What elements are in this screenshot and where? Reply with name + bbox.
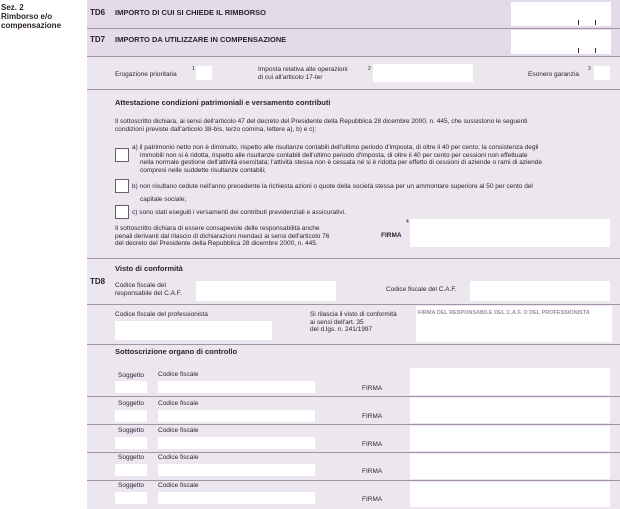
codice-fiscale-label: Codice fiscale [158, 482, 199, 489]
checkbox-c[interactable] [115, 205, 129, 219]
condition-a-line: compresi nelle suddette risultanze contabili; [140, 166, 266, 174]
declaration-line: del decreto del Presidente della Repubblica 28 dicembre 2000, n. 445. [115, 240, 318, 247]
cf-caf-label: Codice fiscale del C.A.F. [386, 286, 457, 293]
visto-line: ai sensi dell'art. 35 [310, 318, 364, 326]
cf-professionista-field[interactable] [115, 321, 272, 340]
intro-line1: Il sottoscritto dichiara, ai sensi dell'articolo 47 del decreto del Presidente della Repubblica 28 dicembre 2000, n. 445, che sussistono le seguenti [115, 118, 528, 125]
divider [87, 344, 620, 345]
signature-field[interactable] [410, 482, 610, 507]
erogazione-note: 1 [192, 66, 195, 72]
condition-b-line: capitale sociale; [140, 195, 187, 203]
soggetto-field[interactable] [115, 410, 147, 422]
cf-responsabile-field[interactable] [196, 281, 336, 301]
visto-line: Si rilascia il visto di conformità [310, 311, 397, 318]
firma-label: FIRMA [362, 385, 383, 392]
soggetto-label: Soggetto [118, 400, 145, 407]
checkbox-a[interactable] [115, 148, 129, 162]
td6-label: IMPORTO DI CUI SI CHIEDE IL RIMBORSO [115, 8, 266, 17]
td8-code: TD8 [90, 277, 106, 286]
divider [87, 89, 620, 90]
declaration-text [115, 225, 329, 248]
firma-label: FIRMA [362, 441, 383, 448]
esonero-label: Esonero garanzia [528, 71, 579, 78]
cf-responsabile-label [115, 282, 182, 297]
section-label [1, 3, 61, 30]
divider [87, 304, 620, 305]
soggetto-field[interactable] [115, 492, 147, 504]
decimal-tick [578, 20, 579, 25]
signature-field[interactable] [410, 368, 610, 395]
signature-field[interactable] [410, 454, 610, 479]
soggetto-field[interactable] [115, 381, 147, 393]
controllo-title: Sottoscrizione organo di controllo [115, 347, 238, 356]
divider [87, 56, 620, 57]
condition-a-line: immobili non si è ridotta, rispetto alle risultanze contabili dell'ultimo periodo d'imposta, di oltre il 40 per cento per cessioni non effettuate [140, 151, 528, 159]
condition-a-line: nella normale gestione dell'attività esercitata; l'attività stessa non è cessata né si è ridotta per effetto di cessioni di aziende o rami di aziende [140, 159, 542, 166]
divider [87, 258, 620, 259]
td7-amount-field[interactable] [511, 30, 611, 54]
soggetto-field[interactable] [115, 437, 147, 449]
codice-fiscale-field[interactable] [158, 381, 315, 393]
cf-caf-field[interactable] [470, 281, 610, 301]
imposta-label-line1: Imposta relativa alle operazioni [258, 66, 348, 73]
td6-code: TD6 [90, 8, 106, 17]
firma-label: FIRMA [362, 413, 383, 420]
divider [87, 452, 620, 453]
soggetto-label: Soggetto [118, 427, 145, 434]
erogazione-label: Erogazione prioritaria [115, 71, 177, 78]
codice-fiscale-field[interactable] [158, 464, 315, 476]
td7-label: IMPORTO DA UTILIZZARE IN COMPENSAZIONE [115, 35, 287, 44]
section-title-line2: compensazione [1, 21, 62, 30]
divider [87, 396, 620, 397]
codice-fiscale-label: Codice fiscale [158, 454, 199, 461]
codice-fiscale-label: Codice fiscale [158, 427, 199, 434]
intro-line2: condizioni previste dall'articolo 38-bis, terzo comma, lettere a), b) e c): [115, 125, 317, 133]
section-number: Sez. 2 [1, 3, 24, 12]
attestazione-title: Attestazione condizioni patrimoniali e versamento contributi [115, 98, 331, 107]
firma-responsabile-label: FIRMA DEL RESPONSABILE DEL C.A.F. O DEL PROFESSIONISTA [418, 310, 590, 316]
td7-code: TD7 [90, 35, 106, 44]
signature-field[interactable] [410, 426, 610, 451]
esonero-field[interactable] [594, 66, 610, 80]
firma-label: FIRMA [362, 496, 383, 503]
firma-note: 4 [406, 219, 409, 225]
soggetto-label: Soggetto [118, 454, 145, 461]
declaration-line: penali derivanti dal rilascio di dichiarazioni mendaci ai sensi dell'articolo 76 [115, 232, 330, 240]
soggetto-label: Soggetto [118, 372, 145, 379]
visto-line: del d.lgs. n. 241/1997 [310, 326, 373, 333]
cf-responsabile-line1: Codice fiscale del [115, 282, 166, 289]
imposta-label-line2: di cui all'articolo 17-ter [258, 73, 323, 81]
codice-fiscale-label: Codice fiscale [158, 400, 199, 407]
cf-responsabile-line2: responsabile del C.A.F. [115, 289, 182, 297]
condition-b [132, 183, 533, 203]
imposta-label [258, 66, 348, 81]
codice-fiscale-field[interactable] [158, 410, 315, 422]
divider [87, 424, 620, 425]
codice-fiscale-field[interactable] [158, 437, 315, 449]
soggetto-field[interactable] [115, 464, 147, 476]
decimal-tick [578, 48, 579, 53]
decimal-tick [595, 48, 596, 53]
erogazione-field[interactable] [196, 66, 212, 80]
firma-label: FIRMA [381, 232, 402, 239]
codice-fiscale-label: Codice fiscale [158, 371, 199, 378]
soggetto-label: Soggetto [118, 482, 145, 489]
condition-c: c) sono stati eseguiti i versamenti dei contributi previdenziali e assicurativi. [132, 209, 346, 216]
signature-field[interactable] [410, 398, 610, 423]
attestazione-signature-field[interactable] [410, 219, 610, 247]
firma-label: FIRMA [362, 468, 383, 475]
codice-fiscale-field[interactable] [158, 492, 315, 504]
divider [87, 28, 620, 29]
divider [87, 480, 620, 481]
condition-a-line: a) il patrimonio netto non è diminuito, rispetto alle risultanze contabili dell'ultimo periodo d'imposta, di oltre il 40 per cento; la consistenza degli [132, 144, 539, 151]
condition-b-line: b) non risultano cedute nell'anno precedente la richiesta azioni o quote della società stessa per un ammontare superiore al 50 per cento del [132, 183, 533, 190]
td6-amount-field[interactable] [511, 2, 611, 26]
attestazione-intro [115, 118, 527, 133]
decimal-tick [595, 20, 596, 25]
section-title-line1: Rimborso e/o [1, 12, 53, 21]
condition-a [132, 144, 542, 174]
esonero-note: 3 [588, 66, 591, 72]
visto-title: Visto di conformità [115, 264, 183, 273]
visto-text [310, 311, 397, 334]
imposta-note: 2 [368, 66, 371, 72]
imposta-field[interactable] [373, 64, 473, 82]
declaration-line: Il sottoscritto dichiara di essere consapevole delle responsabilità anche [115, 225, 320, 232]
cf-professionista-label: Codice fiscale del professionista [115, 311, 208, 318]
checkbox-b[interactable] [115, 179, 129, 193]
